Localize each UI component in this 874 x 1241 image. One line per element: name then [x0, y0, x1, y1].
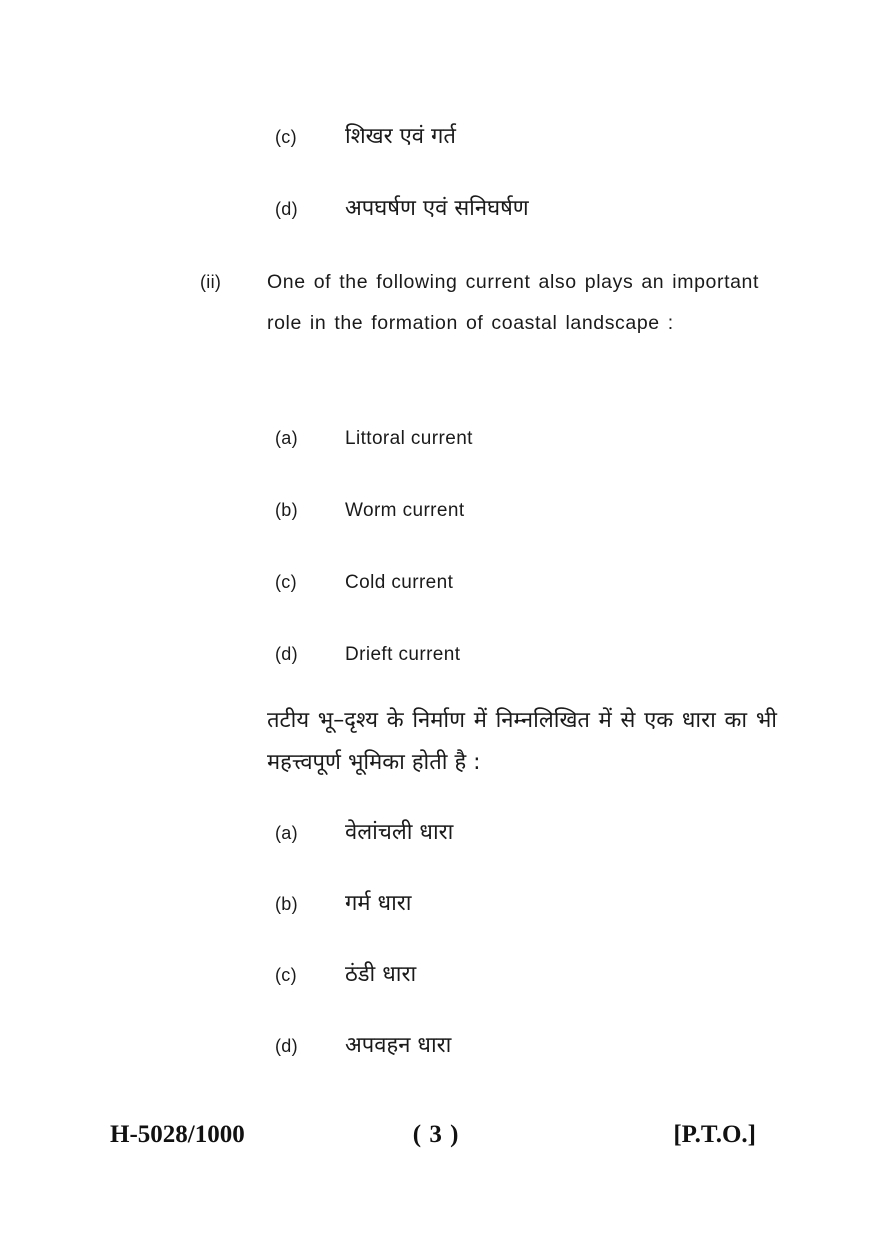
option-label: (c) — [275, 127, 297, 147]
option-row — [275, 424, 473, 453]
option-row — [275, 1031, 453, 1061]
option-row — [275, 889, 453, 919]
option-label: (b) — [275, 500, 298, 520]
option-row — [275, 194, 529, 224]
option-label: (d) — [275, 1036, 298, 1056]
page-number: ( 3 ) — [412, 1121, 460, 1148]
option-text: शिखर एवं गर्त — [345, 124, 456, 149]
option-text: गर्म धारा — [345, 891, 412, 916]
option-label: (c) — [275, 572, 297, 592]
option-text: अपवहन धारा — [345, 1033, 452, 1058]
page-footer — [0, 1118, 874, 1152]
option-text: Cold current — [345, 572, 454, 593]
pto-label: [P.T.O.] — [673, 1121, 756, 1148]
option-row — [275, 640, 473, 669]
option-text: वेलांचली धारा — [345, 820, 454, 845]
option-label: (a) — [275, 428, 298, 448]
option-text: अपघर्षण एवं सनिघर्षण — [345, 196, 529, 221]
prior-question-options — [275, 122, 529, 266]
option-label: (c) — [275, 965, 297, 985]
option-row — [275, 496, 473, 525]
option-text: ठंडी धारा — [345, 962, 417, 987]
option-row — [275, 122, 529, 152]
question-ii-hindi-options — [275, 818, 453, 1102]
option-label: (b) — [275, 894, 298, 914]
question-ii-english — [200, 262, 759, 344]
question-text-english: One of the following current also plays an important role in the formation of coastal landscape : — [267, 271, 759, 334]
option-label: (d) — [275, 644, 298, 664]
option-row — [275, 960, 453, 990]
question-ii-english-options — [275, 424, 473, 712]
option-row — [275, 568, 473, 597]
option-label: (a) — [275, 823, 298, 843]
option-text: Littoral current — [345, 428, 473, 449]
option-row — [275, 818, 453, 848]
option-label: (d) — [275, 199, 298, 219]
option-text: Drieft current — [345, 644, 461, 665]
question-number: (ii) — [200, 272, 222, 292]
option-text: Worm current — [345, 500, 465, 521]
question-ii-hindi: तटीय भू–दृश्य के निर्माण में निम्नलिखित में से एक धारा का भी महत्त्वपूर्ण भूमिका होती है : — [267, 708, 777, 775]
paper-code: H-5028/1000 — [110, 1121, 245, 1148]
